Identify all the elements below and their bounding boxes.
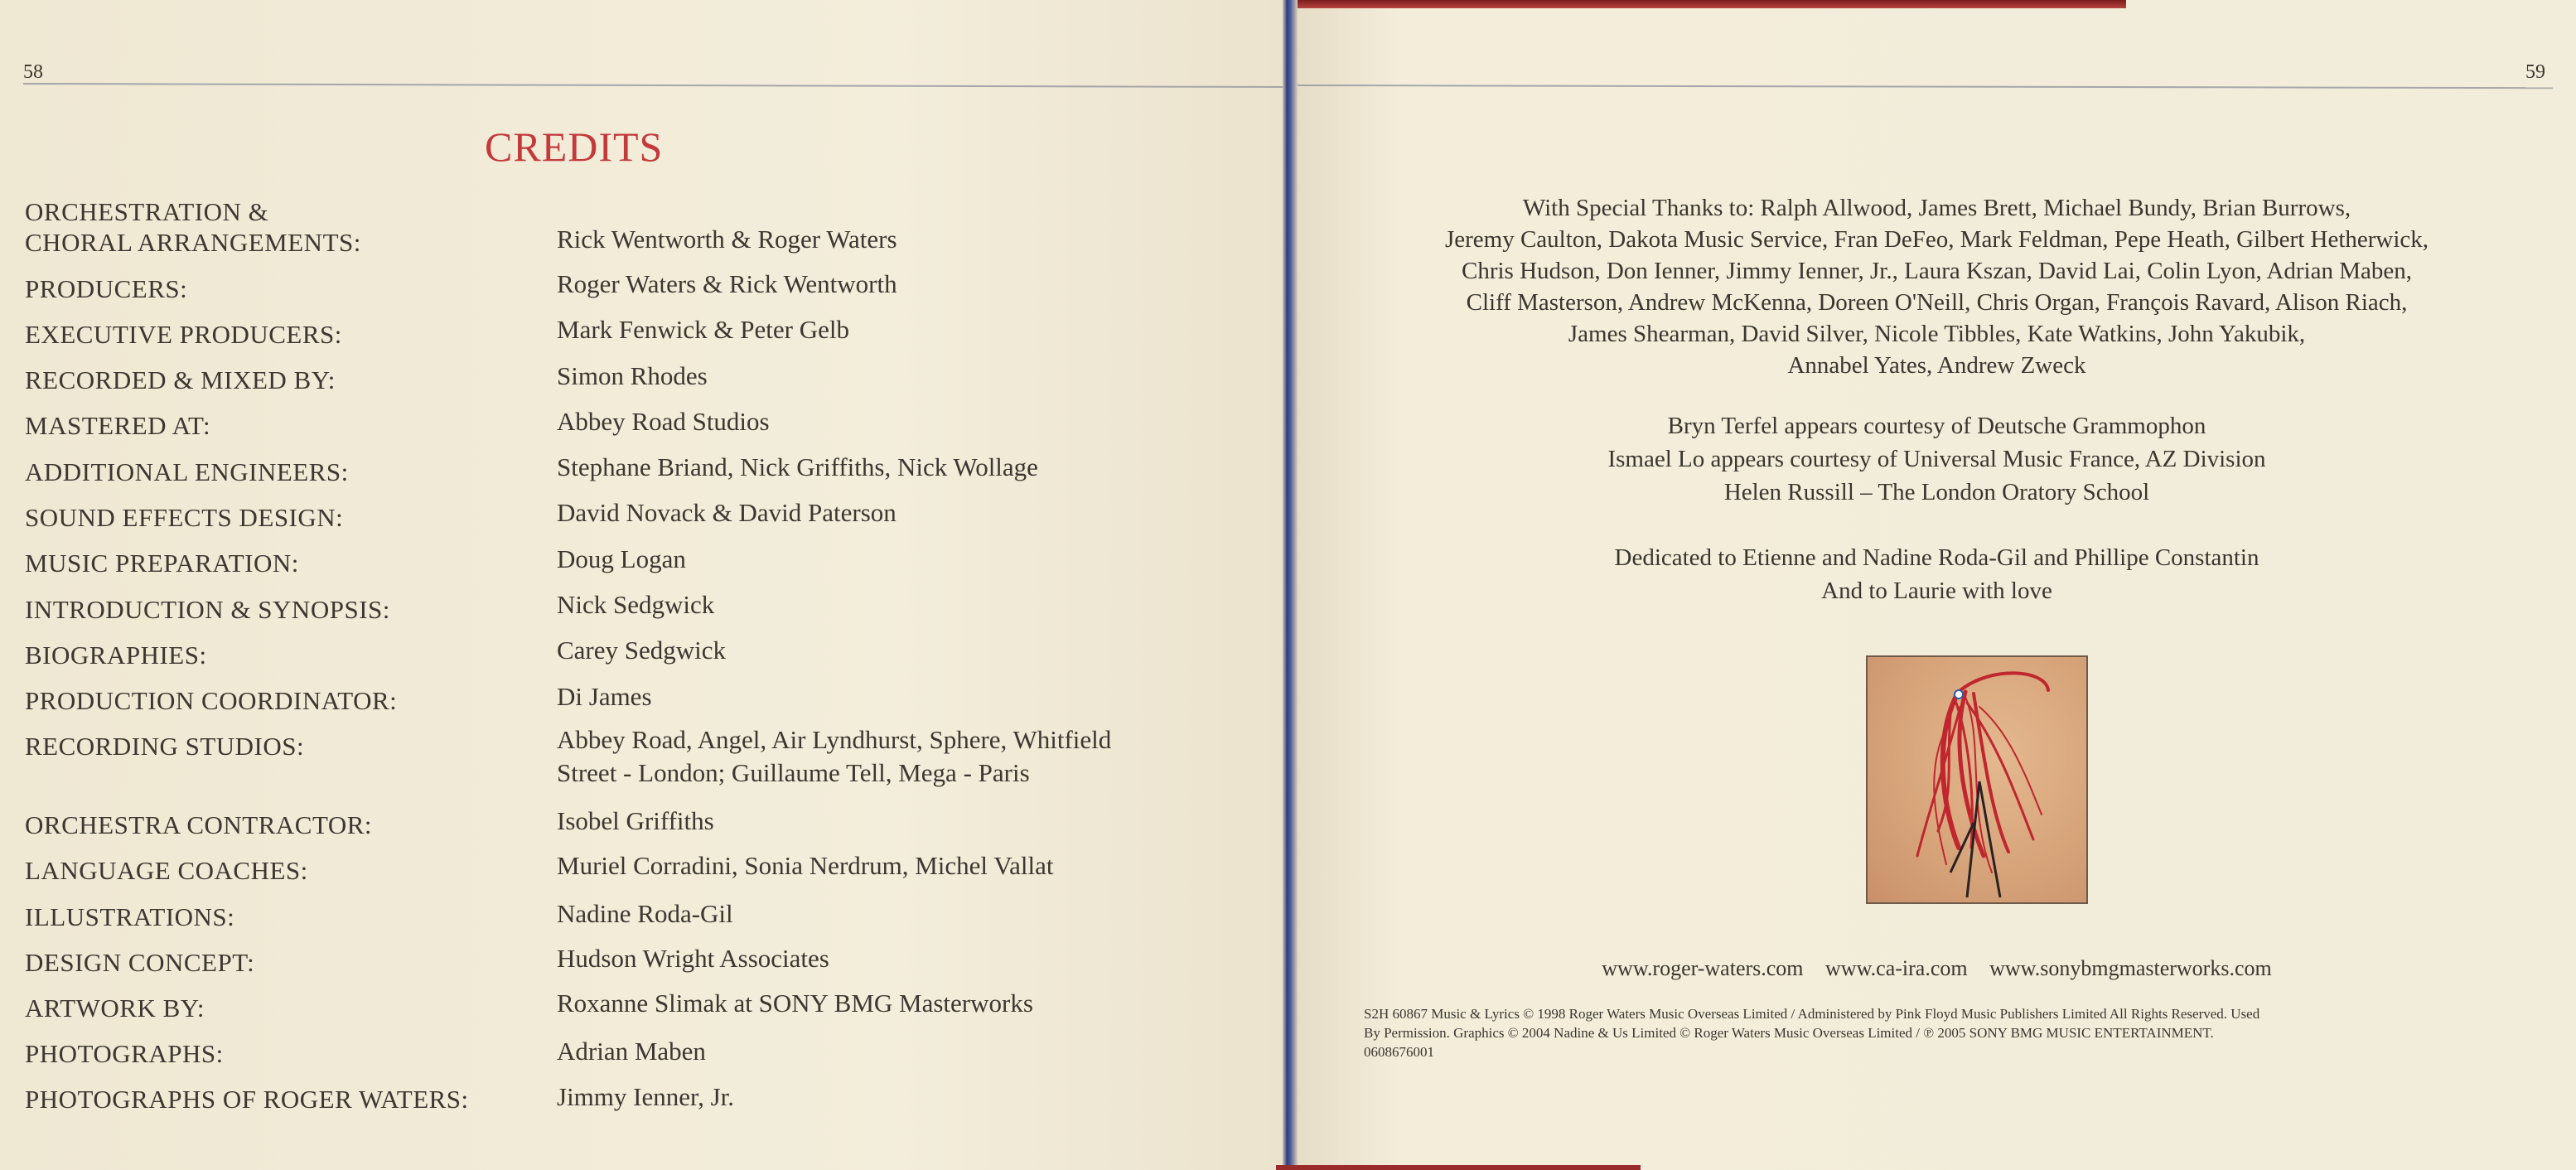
- credit-role: CHORAL ARRANGEMENTS:: [25, 228, 361, 257]
- credit-name: Abbey Road, Angel, Air Lyndhurst, Sphere, Whitfield: [557, 725, 1112, 754]
- dedication-line: And to Laurie with love: [1821, 578, 2052, 604]
- page-number: 58: [23, 61, 43, 83]
- credit-name: Abbey Road Studios: [557, 407, 770, 436]
- website-links: [1298, 956, 2576, 981]
- credit-name: Stephane Briand, Nick Griffiths, Nick Wollage: [557, 452, 1038, 481]
- credits-heading: CREDITS: [485, 123, 664, 170]
- website-link: www.sonybmgmasterworks.com: [1989, 956, 2272, 980]
- credit-role: ILLUSTRATIONS:: [25, 902, 235, 931]
- credit-role: ORCHESTRATION &: [25, 197, 269, 226]
- credit-role: LANGUAGE COACHES:: [25, 856, 308, 885]
- credit-name: Roger Waters & Rick Wentworth: [557, 269, 897, 298]
- credit-role: EXECUTIVE PRODUCERS:: [25, 320, 342, 349]
- credit-name: Jimmy Ienner, Jr.: [557, 1082, 735, 1111]
- credit-name: Doug Logan: [557, 544, 686, 573]
- courtesy-line: Helen Russill – The London Oratory School: [1723, 479, 2150, 505]
- credit-name: Di James: [557, 682, 652, 711]
- credit-name: Carey Sedgwick: [557, 636, 727, 665]
- credit-role: RECORDED & MIXED BY:: [25, 365, 336, 394]
- credit-role: BIOGRAPHIES:: [25, 641, 207, 670]
- credit-role: PRODUCTION COORDINATOR:: [25, 686, 398, 715]
- courtesy-line: Bryn Terfel appears courtesy of Deutsche Grammophon: [1667, 413, 2206, 439]
- credit-role: SOUND EFFECTS DESIGN:: [25, 503, 344, 532]
- page-number: 59: [2525, 61, 2545, 83]
- credit-role: PRODUCERS:: [25, 274, 188, 303]
- special-thanks: [1298, 192, 2576, 381]
- credit-name: Hudson Wright Associates: [557, 944, 829, 973]
- credit-name: Nadine Roda-Gil: [557, 899, 733, 928]
- legal-line: S2H 60867 Music & Lyrics © 1998 Roger Waters Music Overseas Limited / Administered by Pink Floyd Music Publishers Limited All Rights Reserved. Used: [1364, 1006, 2260, 1022]
- courtesy-line: Ismael Lo appears courtesy of Universal Music France, AZ Division: [1607, 446, 2266, 472]
- credit-name: Muriel Corradini, Sonia Nerdrum, Michel Vallat: [557, 851, 1054, 880]
- legal-notice: [1364, 1004, 2524, 1061]
- cover-edge-top: [1298, 0, 2126, 8]
- credit-role: DESIGN CONCEPT:: [25, 948, 255, 977]
- credit-name: David Novack & David Paterson: [557, 498, 897, 527]
- dedication: [1298, 541, 2576, 607]
- credit-name: Adrian Maben: [557, 1037, 706, 1066]
- legal-line: By Permission. Graphics © 2004 Nadine & Us Limited © Roger Waters Music Overseas Limited / ℗ 2005 SONY BMG MUSIC ENTERTAINMENT.: [1364, 1025, 2214, 1041]
- credit-role: PHOTOGRAPHS:: [25, 1039, 224, 1068]
- credit-name: Street - London; Guillaume Tell, Mega - Paris: [557, 758, 1030, 787]
- thanks-line: Jeremy Caulton, Dakota Music Service, Fran DeFeo, Mark Feldman, Pepe Heath, Gilbert Hetherwick,: [1444, 226, 2429, 253]
- thanks-line: With Special Thanks to: Ralph Allwood, James Brett, Michael Bundy, Brian Burrows,: [1522, 195, 2351, 221]
- thanks-line: Annabel Yates, Andrew Zweck: [1787, 352, 2086, 379]
- website-link: www.ca-ira.com: [1825, 956, 1968, 980]
- credit-name: Simon Rhodes: [557, 361, 708, 390]
- credit-role: RECORDING STUDIOS:: [25, 732, 305, 761]
- bird-drawing: [1868, 657, 2086, 902]
- bird-illustration: [1866, 655, 2088, 904]
- dedication-line: Dedicated to Etienne and Nadine Roda-Gil and Phillipe Constantin: [1614, 544, 2259, 571]
- thanks-line: James Shearman, David Silver, Nicole Tibbles, Kate Watkins, John Yakubik,: [1568, 321, 2306, 347]
- thanks-line: Cliff Masterson, Andrew McKenna, Doreen O'Neill, Chris Organ, François Ravard, Alison Riach,: [1466, 289, 2408, 316]
- credit-role: MASTERED AT:: [25, 411, 211, 440]
- credit-role: INTRODUCTION & SYNOPSIS:: [25, 595, 390, 624]
- thanks-line: Chris Hudson, Don Ienner, Jimmy Ienner, Jr., Laura Kszan, David Lai, Colin Lyon, Adrian Maben,: [1462, 258, 2412, 284]
- credit-role: ADDITIONAL ENGINEERS:: [25, 457, 349, 486]
- website-link: www.roger-waters.com: [1602, 956, 1804, 980]
- cover-edge-bottom: [1276, 1165, 1641, 1170]
- courtesy-notes: [1298, 409, 2576, 509]
- legal-line: 0608676001: [1364, 1044, 1434, 1060]
- credit-name: Rick Wentworth & Roger Waters: [557, 225, 897, 254]
- credit-role: MUSIC PREPARATION:: [25, 549, 299, 578]
- credit-name: Nick Sedgwick: [557, 590, 715, 619]
- credit-name: Mark Fenwick & Peter Gelb: [557, 315, 849, 344]
- book-spine: [1283, 0, 1298, 1170]
- credit-name: Isobel Griffiths: [557, 806, 714, 835]
- credit-role: ARTWORK BY:: [25, 994, 205, 1023]
- credit-name: Roxanne Slimak at SONY BMG Masterworks: [557, 989, 1033, 1018]
- credit-role: ORCHESTRA CONTRACTOR:: [25, 810, 373, 839]
- credit-role: PHOTOGRAPHS OF ROGER WATERS:: [25, 1085, 469, 1114]
